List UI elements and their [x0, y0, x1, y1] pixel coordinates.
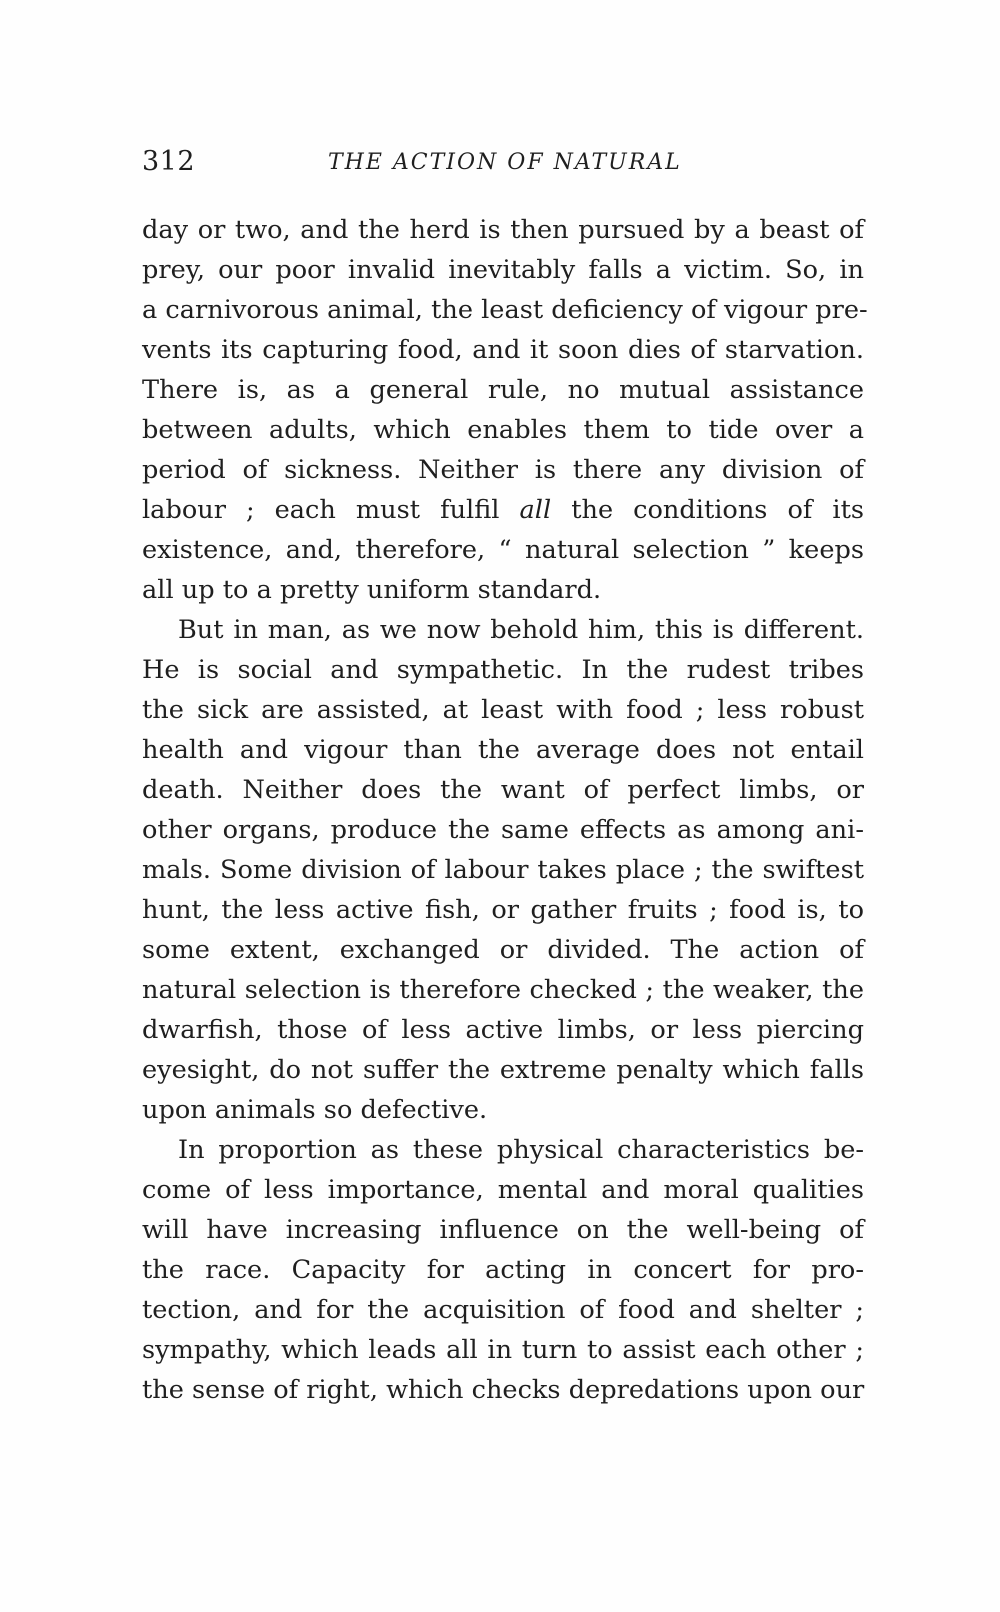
text-line: existence, and, therefore, “ natural selection ” keeps: [142, 535, 864, 565]
text-line: the sense of right, which checks depredations upon our: [142, 1375, 865, 1405]
text-line: sympathy, which leads all in turn to assist each other ;: [142, 1335, 864, 1365]
text-line: But in man, as we now behold him, this is different.: [178, 615, 864, 645]
text-line: hunt, the less active fish, or gather fruits ; food is, to: [142, 895, 864, 925]
text-line: a carnivorous animal, the least deficiency of vigour pre-: [142, 295, 868, 325]
paragraph-3: [142, 1130, 864, 1410]
text-line: There is, as a general rule, no mutual assistance: [142, 375, 864, 405]
body-text: [142, 210, 868, 1410]
text-line: dwarfish, those of less active limbs, or less piercing: [142, 1015, 864, 1045]
text-line: the sick are assisted, at least with food ; less robust: [142, 695, 864, 725]
text-segment: the conditions of its: [571, 495, 864, 525]
page-header: [142, 146, 862, 186]
text-line: period of sickness. Neither is there any division of: [142, 455, 864, 485]
page-number: 312: [142, 146, 196, 177]
text-line: health and vigour than the average does not entail: [142, 735, 864, 765]
text-line: come of less importance, mental and moral qualities: [142, 1175, 864, 1205]
text-line: vents its capturing food, and it soon dies of starvation.: [142, 335, 864, 365]
text-line: In proportion as these physical characteristics be-: [178, 1135, 864, 1165]
text-line: the race. Capacity for acting in concert for pro-: [142, 1255, 864, 1285]
text-line: day or two, and the herd is then pursued by a beast of: [142, 215, 864, 245]
text-segment: labour ; each must fulfil: [142, 495, 500, 525]
text-line: will have increasing influence on the well-being of: [142, 1215, 864, 1245]
text-line: death. Neither does the want of perfect limbs, or: [142, 775, 864, 805]
italic-word: all: [519, 495, 552, 525]
text-line: tection, and for the acquisition of food and shelter ;: [142, 1295, 864, 1325]
text-line: between adults, which enables them to tide over a: [142, 415, 864, 445]
text-line: eyesight, do not suffer the extreme penalty which falls: [142, 1055, 864, 1085]
text-line: some extent, exchanged or divided. The action of: [142, 935, 864, 965]
running-title: THE ACTION OF NATURAL: [328, 150, 682, 175]
text-line: He is social and sympathetic. In the rudest tribes: [142, 655, 864, 685]
paragraph-2: [142, 610, 864, 1130]
text-line: mals. Some division of labour takes place ; the swiftest: [142, 855, 864, 885]
text-line-with-italic: [142, 490, 864, 530]
text-line: upon animals so defective.: [142, 1095, 488, 1125]
text-line: other organs, produce the same effects as among ani-: [142, 815, 864, 845]
paragraph-1: [142, 210, 868, 610]
text-line: natural selection is therefore checked ; the weaker, the: [142, 975, 864, 1005]
text-line: prey, our poor invalid inevitably falls a victim. So, in: [142, 255, 864, 285]
text-line: all up to a pretty uniform standard.: [142, 575, 602, 605]
